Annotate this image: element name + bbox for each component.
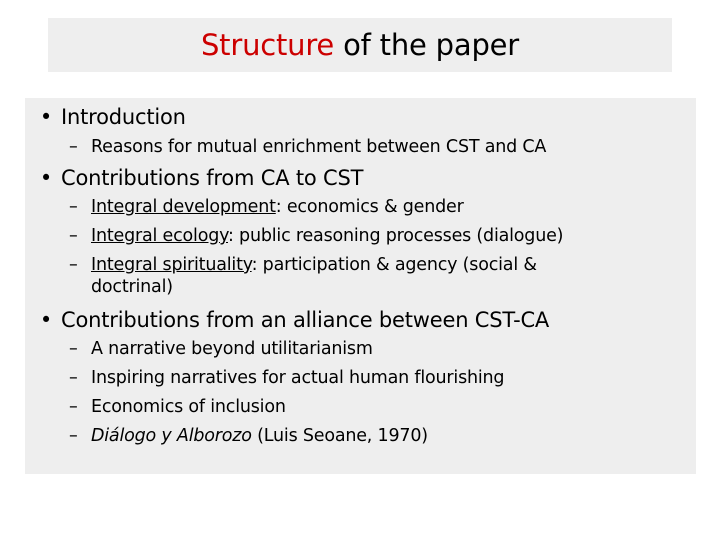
bullet-dot: • <box>39 166 53 190</box>
sub-item-text: Reasons for mutual enrichment between CST and CA <box>91 137 547 157</box>
underlined-term: Integral ecology <box>91 226 228 246</box>
sub-item <box>69 225 669 247</box>
bullet-dot: • <box>39 308 53 332</box>
bullet-contributions-alliance <box>31 307 549 333</box>
dash-marker: – <box>69 226 78 246</box>
bullet-dot: • <box>39 105 53 129</box>
italic-title: Diálogo y Alborozo <box>91 426 252 446</box>
slide-title <box>48 18 672 72</box>
sub-item-text <box>91 254 589 298</box>
bullet-introduction <box>31 104 186 130</box>
dash-marker: – <box>69 426 78 446</box>
bullet-text: Contributions from an alliance between CST-CA <box>61 308 550 332</box>
sub-item-text: Economics of inclusion <box>91 397 286 417</box>
sub-item-text <box>91 196 669 218</box>
sub-item <box>69 254 589 298</box>
sub-item-rest: : participation & agency (social & doctrinal) <box>91 255 537 297</box>
underlined-term: Integral spirituality <box>91 255 252 275</box>
sub-item-rest: : public reasoning processes (dialogue) <box>228 226 564 246</box>
content-box <box>25 98 696 474</box>
sub-item <box>69 425 669 447</box>
sub-item-rest: : economics & gender <box>275 197 464 217</box>
sub-item <box>69 136 669 158</box>
bullet-text: Introduction <box>61 105 186 129</box>
dash-marker: – <box>69 397 78 417</box>
sub-item-text <box>91 425 669 447</box>
underlined-term: Integral development <box>91 197 276 217</box>
bullet-contributions-ca-cst <box>31 165 363 191</box>
sub-item <box>69 196 669 218</box>
bullet-text: Contributions from CA to CST <box>61 166 364 190</box>
title-accent-text: Structure <box>200 28 335 62</box>
sub-item <box>69 338 669 360</box>
dash-marker: – <box>69 137 78 157</box>
dash-marker: – <box>69 368 78 388</box>
sub-item-rest: (Luis Seoane, 1970) <box>251 426 428 446</box>
dash-marker: – <box>69 339 78 359</box>
sub-item <box>69 367 669 389</box>
sub-item-text: Inspiring narratives for actual human flourishing <box>91 368 505 388</box>
title-rest-text: of the paper <box>334 28 520 62</box>
dash-marker: – <box>69 255 78 275</box>
sub-item-text: A narrative beyond utilitarianism <box>91 339 373 359</box>
dash-marker: – <box>69 197 78 217</box>
sub-item-text <box>91 225 669 247</box>
sub-item <box>69 396 669 418</box>
